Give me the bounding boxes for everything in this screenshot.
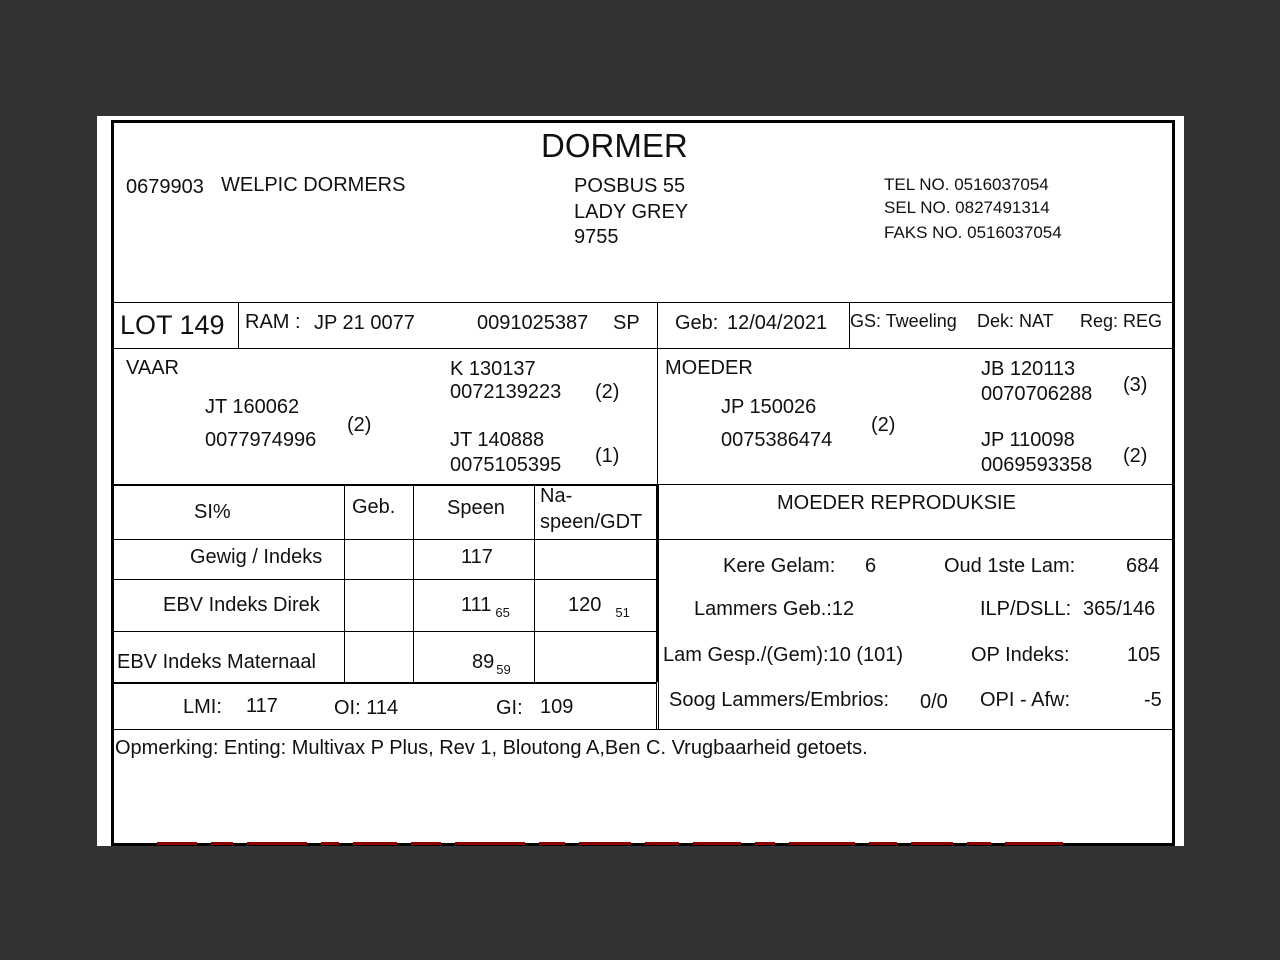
reproduksie-title: MOEDER REPRODUKSIE [777,492,1016,514]
dek-value: Dek: NAT [977,311,1054,331]
divider [114,302,1172,303]
birth-label: Geb: [675,312,719,334]
sale-card [97,116,1184,846]
breeder-number: 0679903 [126,176,204,198]
divider [656,682,657,729]
speen-header: Speen [447,497,505,519]
vaar-id: JT 160062 [205,396,300,418]
vaar-label: VAAR [126,357,179,379]
ram-label: RAM : [245,311,301,333]
birth-date: 12/04/2021 [727,312,828,334]
vaar-count: (2) [347,414,372,436]
op-value: 105 [1127,644,1161,666]
row-gewig-speen: 117 [461,546,493,568]
vaar-dam-number: 0075105395 [450,454,562,476]
op-label: OP Indeks: [971,644,1070,666]
vaar-number: 0077974996 [205,429,317,451]
soog-value: 0/0 [920,691,948,713]
address-line-3: 9755 [574,226,619,248]
naspeen-header-2: speen/GDT [540,511,643,533]
lot-number: LOT 149 [120,310,225,340]
divider [114,631,657,632]
moeder-number: 0075386474 [721,429,833,451]
lam-gespeen: Lam Gesp./(Gem):10 (101) [663,644,904,666]
tel-number: TEL NO. 0516037054 [884,175,1049,194]
ram-code: SP [613,312,640,334]
divider [658,484,659,729]
breed-title: DORMER [541,127,688,164]
naspeen-header-1: Na- [540,485,573,507]
vaar-sire-count: (2) [595,381,620,403]
moeder-count: (2) [871,414,896,436]
moeder-sire-count: (3) [1123,374,1148,396]
row-label-ebv-direk: EBV Indeks Direk [163,594,320,616]
moeder-label: MOEDER [665,357,753,379]
lmi-value: 117 [246,695,278,717]
divider [657,539,1172,540]
divider [114,539,657,540]
lammers-geb: Lammers Geb.:12 [694,598,855,620]
ram-number: 0091025387 [477,312,589,334]
cut-off-text-fragment [157,842,1127,846]
divider [114,484,657,486]
oud-value: 684 [1126,555,1160,577]
kere-value: 6 [865,555,877,577]
address-line-1: POSBUS 55 [574,175,686,197]
divider [238,302,239,348]
vaar-sire-number: 0072139223 [450,381,562,403]
remarks: Opmerking: Enting: Multivax P Plus, Rev 1, Bloutong A,Ben C. Vrugbaarheid getoets. [115,737,868,759]
divider [534,484,535,682]
row-maternaal-speen: 89 $_{59}$ [472,651,511,677]
sel-number: SEL NO. 0827491314 [884,198,1050,217]
ilp-value: 365/146 [1083,598,1156,620]
geb-header: Geb. [352,496,396,518]
soog-label: Soog Lammers/Embrios: [669,689,890,711]
address-line-2: LADY GREY [574,201,689,223]
moeder-sire-id: JB 120113 [981,358,1076,380]
divider [413,484,414,682]
vaar-dam-count: (1) [595,445,620,467]
opi-value: -5 [1144,689,1162,711]
divider [657,302,658,484]
moeder-dam-count: (2) [1123,445,1148,467]
row-direk-speen: 111 $_{65}$ [461,594,510,620]
divider [114,682,657,684]
oud-label: Oud 1ste Lam: [944,555,1076,577]
moeder-dam-number: 0069593358 [981,454,1093,476]
row-label-ebv-maternaal: EBV Indeks Maternaal [117,651,316,673]
divider [114,579,657,580]
gs-value: GS: Tweeling [850,311,957,331]
opi-label: OPI - Afw: [980,689,1071,711]
lmi-label: LMI: [183,696,222,718]
kere-label: Kere Gelam: [723,555,836,577]
moeder-dam-id: JP 110098 [981,429,1075,451]
oi-value: OI: 114 [334,697,399,719]
ram-id: JP 21 0077 [314,312,415,334]
moeder-sire-number: 0070706288 [981,383,1093,405]
faks-number: FAKS NO. 0516037054 [884,223,1062,242]
gi-value: 109 [540,696,574,718]
breeder-name: WELPIC DORMERS [221,174,406,196]
reg-value: Reg: REG [1080,311,1163,331]
divider [657,484,1172,485]
vaar-sire-id: K 130137 [450,358,536,380]
divider [344,484,345,682]
gi-label: GI: [496,697,523,719]
row-label-gewig: Gewig / Indeks [190,546,323,568]
vaar-dam-id: JT 140888 [450,429,545,451]
ilp-label: ILP/DSLL: [980,598,1072,620]
row-direk-naspeen: 120 $_{51}$ [568,594,630,620]
divider [114,729,1172,730]
moeder-id: JP 150026 [721,396,817,418]
si-header: SI% [194,501,231,523]
divider [114,348,1172,349]
